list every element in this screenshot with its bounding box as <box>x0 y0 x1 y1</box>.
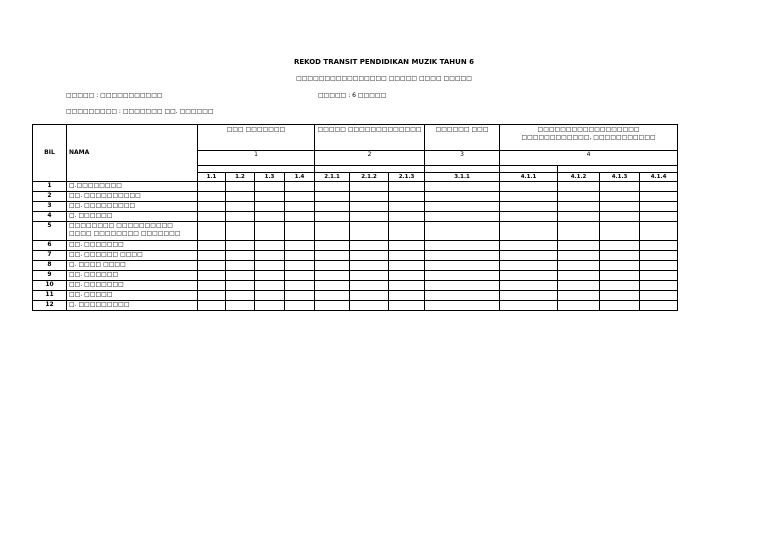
name-cell: □□□□□□□□ □□□□□□□□□□ □□□□ □□□□□□□□ □□□□□□□ <box>67 222 198 241</box>
score-cell[interactable] <box>315 212 350 222</box>
sub-header-cell: 2.1.2 <box>350 173 389 182</box>
score-cell[interactable] <box>389 291 425 301</box>
bil-cell: 4 <box>33 212 67 222</box>
score-cell[interactable] <box>389 182 425 192</box>
sub-header-cell: 1.3 <box>255 173 285 182</box>
score-cell[interactable] <box>285 271 315 281</box>
score-cell[interactable] <box>558 212 600 222</box>
page-title: REKOD TRANSIT PENDIDIKAN MUZIK TAHUN 6 <box>293 58 475 66</box>
score-cell[interactable] <box>640 182 678 192</box>
name-cell: □□. □□□□□ <box>67 291 198 301</box>
bil-header: BIL <box>33 125 67 182</box>
score-cell[interactable] <box>640 281 678 291</box>
score-cell[interactable] <box>198 182 226 192</box>
score-cell[interactable] <box>425 202 500 212</box>
score-cell[interactable] <box>425 212 500 222</box>
score-cell[interactable] <box>600 261 640 271</box>
score-cell[interactable] <box>640 291 678 301</box>
table-row <box>33 271 678 281</box>
score-cell[interactable] <box>389 281 425 291</box>
table-row <box>33 212 678 222</box>
bil-cell: 1 <box>33 182 67 192</box>
score-cell[interactable] <box>500 182 558 192</box>
score-cell[interactable] <box>500 212 558 222</box>
score-cell[interactable] <box>198 271 226 281</box>
score-cell[interactable] <box>640 192 678 202</box>
score-cell[interactable] <box>315 261 350 271</box>
score-cell[interactable] <box>226 192 255 202</box>
score-cell[interactable] <box>285 261 315 271</box>
sub-header-cell: 4.1.1 <box>500 173 558 182</box>
score-cell[interactable] <box>389 192 425 202</box>
score-cell[interactable] <box>558 251 600 261</box>
score-cell[interactable] <box>255 301 285 311</box>
score-cell[interactable] <box>226 281 255 291</box>
group-3-title: □□□□□□ □□□ <box>425 125 500 151</box>
group-4-blank-a <box>500 166 558 173</box>
score-cell[interactable] <box>198 202 226 212</box>
score-cell[interactable] <box>425 291 500 301</box>
name-cell: □□. □□□□□□□ <box>67 281 198 291</box>
score-cell[interactable] <box>640 212 678 222</box>
score-cell[interactable] <box>600 182 640 192</box>
score-cell[interactable] <box>226 261 255 271</box>
table-row <box>33 182 678 192</box>
score-cell[interactable] <box>226 241 255 251</box>
group-2-blank <box>315 166 425 173</box>
score-cell[interactable] <box>500 192 558 202</box>
bil-cell: 10 <box>33 281 67 291</box>
score-cell[interactable] <box>350 271 389 281</box>
table-row <box>33 261 678 271</box>
sub-header-cell: 1.4 <box>285 173 315 182</box>
score-cell[interactable] <box>315 301 350 311</box>
bil-cell: 9 <box>33 271 67 281</box>
score-cell[interactable] <box>500 271 558 281</box>
group-4-blank-b <box>558 166 678 173</box>
score-cell[interactable] <box>389 271 425 281</box>
score-cell[interactable] <box>425 271 500 281</box>
bil-cell: 6 <box>33 241 67 251</box>
score-cell[interactable] <box>315 291 350 301</box>
score-cell[interactable] <box>350 261 389 271</box>
table-row <box>33 281 678 291</box>
score-cell[interactable] <box>350 212 389 222</box>
bil-cell: 8 <box>33 261 67 271</box>
sub-header-cell: 2.1.1 <box>315 173 350 182</box>
score-cell[interactable] <box>285 212 315 222</box>
score-cell[interactable] <box>425 261 500 271</box>
score-cell[interactable] <box>255 202 285 212</box>
sub-header-cell: 1.1 <box>198 173 226 182</box>
table-row <box>33 241 678 251</box>
score-cell[interactable] <box>425 281 500 291</box>
score-cell[interactable] <box>285 222 315 241</box>
score-cell[interactable] <box>640 261 678 271</box>
score-cell[interactable] <box>198 281 226 291</box>
score-cell[interactable] <box>315 251 350 261</box>
sub-header-cell: 4.1.2 <box>558 173 600 182</box>
score-cell[interactable] <box>315 202 350 212</box>
score-cell[interactable] <box>350 251 389 261</box>
score-cell[interactable] <box>315 281 350 291</box>
score-cell[interactable] <box>558 202 600 212</box>
group-1-blank <box>198 166 315 173</box>
table-row <box>33 202 678 212</box>
score-cell[interactable] <box>500 261 558 271</box>
group-3-number: 3 <box>425 151 500 166</box>
score-cell[interactable] <box>255 182 285 192</box>
name-cell: □□. □□□□□□ □□□□ <box>67 251 198 261</box>
bil-cell: 5 <box>33 222 67 241</box>
name-cell: □. □□□□□□ <box>67 212 198 222</box>
score-cell[interactable] <box>226 271 255 281</box>
name-cell: □□. □□□□□□□ <box>67 241 198 251</box>
score-cell[interactable] <box>315 192 350 202</box>
name-cell: □. □□□□ □□□□ <box>67 261 198 271</box>
score-cell[interactable] <box>600 271 640 281</box>
score-cell[interactable] <box>198 301 226 311</box>
score-cell[interactable] <box>226 202 255 212</box>
school-label: □□□□□ : □□□□□□□□□□□ <box>66 92 163 99</box>
score-cell[interactable] <box>640 202 678 212</box>
name-cell: □. □□□□□□□□□ <box>67 301 198 311</box>
bil-cell: 11 <box>33 291 67 301</box>
name-cell: □□. □□□□□□□□□ <box>67 202 198 212</box>
nama-header: NAMA <box>67 125 198 182</box>
score-cell[interactable] <box>226 212 255 222</box>
score-cell[interactable] <box>226 291 255 301</box>
score-cell[interactable] <box>255 212 285 222</box>
score-cell[interactable] <box>500 281 558 291</box>
sub-header-cell: 2.1.3 <box>389 173 425 182</box>
score-cell[interactable] <box>558 291 600 301</box>
group-2-title: □□□□□ □□□□□□□□□□□□□ <box>315 125 425 151</box>
score-cell[interactable] <box>226 301 255 311</box>
score-cell[interactable] <box>285 251 315 261</box>
score-cell[interactable] <box>389 301 425 311</box>
score-cell[interactable] <box>389 241 425 251</box>
score-cell[interactable] <box>389 202 425 212</box>
score-cell[interactable] <box>315 222 350 241</box>
score-cell[interactable] <box>500 301 558 311</box>
score-cell[interactable] <box>600 241 640 251</box>
score-cell[interactable] <box>255 251 285 261</box>
score-cell[interactable] <box>600 192 640 202</box>
score-cell[interactable] <box>315 271 350 281</box>
score-cell[interactable] <box>285 301 315 311</box>
group-4-title: □□□□□□□□□□□□□□□□□□ □□□□□□□□□□□□, □□□□□□□□□□□ <box>500 125 678 151</box>
score-cell[interactable] <box>425 241 500 251</box>
score-cell[interactable] <box>600 251 640 261</box>
score-cell[interactable] <box>389 212 425 222</box>
table-row <box>33 251 678 261</box>
score-cell[interactable] <box>500 202 558 212</box>
score-cell[interactable] <box>425 192 500 202</box>
score-cell[interactable] <box>285 182 315 192</box>
score-cell[interactable] <box>558 271 600 281</box>
table-row <box>33 301 678 311</box>
score-cell[interactable] <box>285 202 315 212</box>
score-cell[interactable] <box>350 281 389 291</box>
score-cell[interactable] <box>198 192 226 202</box>
group-3-blank <box>425 166 500 173</box>
score-cell[interactable] <box>558 301 600 311</box>
score-cell[interactable] <box>198 251 226 261</box>
name-cell: □□. □□□□□□ <box>67 271 198 281</box>
score-cell[interactable] <box>226 222 255 241</box>
score-cell[interactable] <box>350 182 389 192</box>
score-cell[interactable] <box>600 291 640 301</box>
score-cell[interactable] <box>600 301 640 311</box>
sub-header-cell: 4.1.4 <box>640 173 678 182</box>
bil-cell: 7 <box>33 251 67 261</box>
score-cell[interactable] <box>255 222 285 241</box>
teacher-label: □□□□□□□□□ : □□□□□□□ □□. □□□□□□ <box>66 108 214 115</box>
bil-cell: 2 <box>33 192 67 202</box>
score-cell[interactable] <box>350 202 389 212</box>
name-cell: □.□□□□□□□□ <box>67 182 198 192</box>
class-label: □□□□□ : 6 □□□□□ <box>318 92 387 99</box>
score-cell[interactable] <box>350 291 389 301</box>
score-cell[interactable] <box>255 281 285 291</box>
table-row <box>33 192 678 202</box>
score-cell[interactable] <box>558 261 600 271</box>
score-cell[interactable] <box>425 222 500 241</box>
score-cell[interactable] <box>350 222 389 241</box>
score-cell[interactable] <box>558 192 600 202</box>
sub-header-cell: 4.1.3 <box>600 173 640 182</box>
score-cell[interactable] <box>350 192 389 202</box>
score-cell[interactable] <box>640 301 678 311</box>
score-cell[interactable] <box>350 301 389 311</box>
score-cell[interactable] <box>350 241 389 251</box>
score-cell[interactable] <box>285 241 315 251</box>
bil-cell: 3 <box>33 202 67 212</box>
score-cell[interactable] <box>425 301 500 311</box>
table-row <box>33 222 678 241</box>
score-cell[interactable] <box>640 241 678 251</box>
score-cell[interactable] <box>600 212 640 222</box>
score-cell[interactable] <box>285 291 315 301</box>
score-cell[interactable] <box>285 281 315 291</box>
score-cell[interactable] <box>640 222 678 241</box>
group-1-title: □□□ □□□□□□□ <box>198 125 315 151</box>
score-cell[interactable] <box>255 291 285 301</box>
score-cell[interactable] <box>600 222 640 241</box>
score-cell[interactable] <box>640 251 678 261</box>
score-cell[interactable] <box>198 291 226 301</box>
score-cell[interactable] <box>255 241 285 251</box>
group-2-number: 2 <box>315 151 425 166</box>
score-cell[interactable] <box>255 192 285 202</box>
score-cell[interactable] <box>198 222 226 241</box>
score-cell[interactable] <box>315 182 350 192</box>
score-cell[interactable] <box>500 241 558 251</box>
score-cell[interactable] <box>640 271 678 281</box>
score-cell[interactable] <box>558 281 600 291</box>
score-cell[interactable] <box>500 222 558 241</box>
table-row <box>33 291 678 301</box>
score-cell[interactable] <box>315 241 350 251</box>
score-cell[interactable] <box>558 182 600 192</box>
sub-header-cell: 1.2 <box>226 173 255 182</box>
page-subtitle: □□□□□□□□□□□□□□□□ □□□□□ □□□□ □□□□□ <box>296 75 472 82</box>
score-cell[interactable] <box>198 261 226 271</box>
group-title-row <box>33 125 678 151</box>
score-cell[interactable] <box>226 182 255 192</box>
score-cell[interactable] <box>558 241 600 251</box>
score-cell[interactable] <box>500 251 558 261</box>
score-cell[interactable] <box>198 212 226 222</box>
name-cell: □□. □□□□□□□□□□ <box>67 192 198 202</box>
score-cell[interactable] <box>255 261 285 271</box>
score-cell[interactable] <box>389 251 425 261</box>
score-cell[interactable] <box>600 202 640 212</box>
score-cell[interactable] <box>255 271 285 281</box>
group-4-number: 4 <box>500 151 678 166</box>
score-cell[interactable] <box>389 222 425 241</box>
group-1-number: 1 <box>198 151 315 166</box>
score-cell[interactable] <box>558 222 600 241</box>
score-cell[interactable] <box>425 182 500 192</box>
score-cell[interactable] <box>226 251 255 261</box>
transit-record-table <box>32 124 678 311</box>
score-cell[interactable] <box>198 241 226 251</box>
sub-header-cell: 3.1.1 <box>425 173 500 182</box>
bil-cell: 12 <box>33 301 67 311</box>
score-cell[interactable] <box>389 261 425 271</box>
score-cell[interactable] <box>600 281 640 291</box>
score-cell[interactable] <box>425 251 500 261</box>
score-cell[interactable] <box>500 291 558 301</box>
score-cell[interactable] <box>285 192 315 202</box>
